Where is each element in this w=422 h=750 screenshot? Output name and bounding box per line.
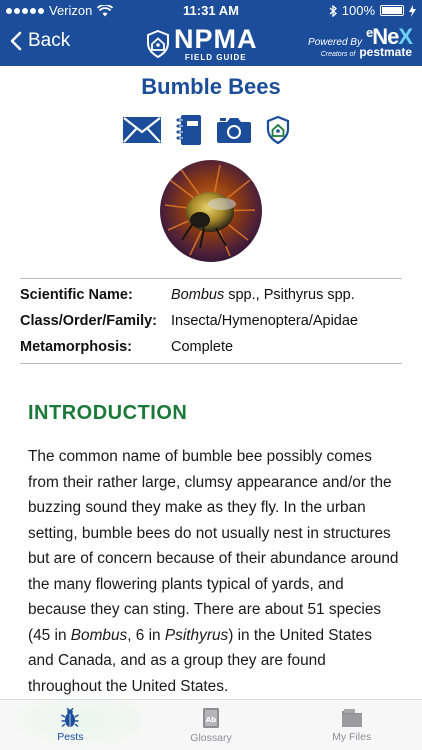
scientific-rest: spp., Psithyrus spp. [224,287,355,303]
intro-genus-psithyrus: Psithyrus [164,626,229,644]
table-row [20,308,402,334]
status-bar [0,0,422,22]
notes-button[interactable] [176,114,202,146]
taxonomy-table [20,278,402,364]
action-icons [122,114,290,146]
enex-ne: Ne [372,24,399,49]
bumble-bee-photo [160,160,262,262]
back-label: Back [28,30,71,51]
introduction-text [28,444,400,699]
introduction-heading: INTRODUCTION [28,402,188,424]
intro-text-part: The common name of bumble bee possibly comes from their rather large, clumsy appearance and/or the buzzing sound they make as they fly. In the urban setting, bumble bees do not usually nest in structures but are of concern because of their abundance around the many flowering plants typical of yards, and because they can sting. There are about 51 species (45 in [28,448,399,644]
intro-genus-bombus: Bombus [70,626,128,644]
intro-text-part: ) in the United States and Canada, and as a group they are found throughout the United States. [28,626,372,695]
charging-icon [409,5,416,17]
tab-bar [0,699,422,750]
tab-pests[interactable] [0,700,141,750]
camera-icon [216,116,252,144]
class-order-family-value: Insecta/Hymenoptera/Apidae [171,313,358,329]
enex-e: e [365,25,373,40]
pestmate-logo: pestmate [359,45,412,59]
metamorphosis-label: Metamorphosis: [20,339,132,355]
tab-pests-label: Pests [57,730,84,743]
carrier-name: Verizon [49,3,93,18]
scientific-genus: Bombus [171,287,225,303]
battery-percent: 100% [341,3,375,18]
enex-x: X [398,24,412,49]
back-button[interactable] [10,30,70,52]
powered-by-enex [308,26,412,58]
npma-logo [146,26,258,62]
clock: 11:31 AM [183,3,239,18]
page-title: Bumble Bees [141,74,281,99]
status-right [329,3,416,18]
creators-row [321,46,412,58]
pest-photo [160,160,262,262]
folder-icon [341,708,363,728]
bug-icon [61,708,79,728]
scientific-name-label: Scientific Name: [20,287,133,303]
notebook-icon [176,114,202,146]
svg-text:Ab: Ab [205,715,217,724]
powered-by-label: Powered By [308,37,362,48]
chevron-left-icon [10,31,22,51]
metamorphosis-value: Complete [171,339,234,355]
shield-house-icon [266,116,290,144]
tab-glossary-label: Glossary [190,731,232,744]
book-icon [202,707,220,729]
table-row [20,334,402,360]
class-order-family-label: Class/Order/Family: [20,313,157,329]
bluetooth-icon [329,5,337,17]
tab-my-files-label: My Files [332,730,372,743]
creators-of-label: Creators of [320,51,356,58]
shield-house-icon [146,30,170,58]
pro-shield-button[interactable] [266,116,290,144]
intro-text-part: , 6 in [127,626,165,644]
logo-npma: NPMA [174,24,258,54]
camera-button[interactable] [216,116,252,144]
nav-bar [0,22,422,66]
envelope-icon [122,116,162,144]
scientific-name-value [171,287,402,303]
battery-icon [380,5,404,16]
tab-my-files[interactable] [281,700,422,750]
logo-field-guide: FIELD GUIDE [184,53,247,62]
table-row [20,282,402,308]
logo-text [174,26,258,62]
email-button[interactable] [122,116,162,144]
tab-glossary[interactable] [141,700,282,750]
